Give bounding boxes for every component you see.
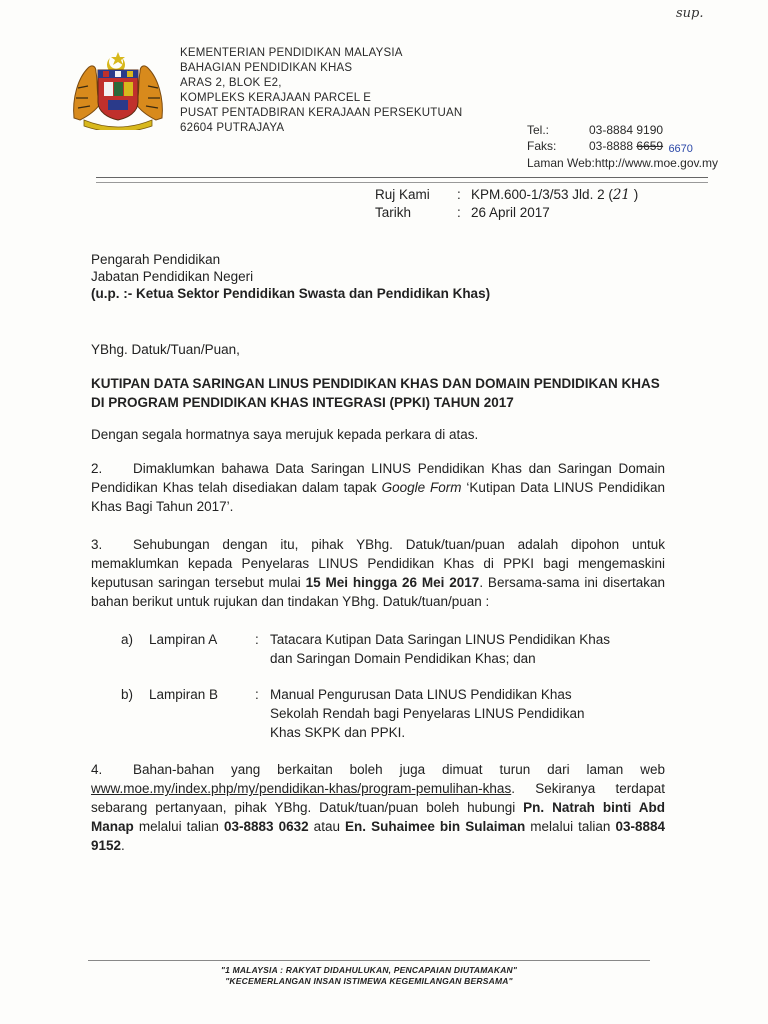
web-label: Laman Web [527,156,592,170]
reference-block [375,186,638,222]
date-range: 15 Mei hingga 26 Mei 2017 [305,575,480,590]
paragraph-text: atau [308,819,346,834]
recipient-attention: (u.p. :- Ketua Sektor Pendidikan Swasta dan Pendidikan Khas) [91,286,491,301]
paragraph-text: . [121,838,125,853]
fax-handwritten-number: 6670 [668,143,693,155]
letter-subject: KUTIPAN DATA SARINGAN LINUS PENDIDIKAN KHAS DAN DOMAIN PENDIDIKAN KHAS DI PROGRAM PENDIDIKAN KHAS INTEGRASI (PPKI) TAHUN 2017 [91,376,660,410]
coat-of-arms-icon [66,48,170,130]
paragraph-text: . Bersama-sama ini disertakan bahan berikut untuk rujukan dan tindakan YBhg. Datuk/tuan/puan : [91,575,665,609]
paragraph-4 [91,760,665,855]
attachment-colon: : [255,687,259,702]
attachment-tag: a) [121,632,134,647]
contact-phone-2: 03-8884 9152 [91,819,666,853]
date-row [375,204,638,222]
fax-value [589,138,693,155]
paragraph-3 [91,535,665,611]
paragraph-text: melalui talian [525,819,616,834]
address-line: KOMPLEKS KERAJAAN PARCEL E [180,92,372,104]
attachment-tag: b) [121,687,134,702]
contact-name-1: Pn. Natrah binti Abd Manap [91,800,665,834]
paragraph-text: . Sekiranya terdapat sebarang pertanyaan, pihak YBhg. Datuk/tuan/puan boleh hubungi [91,781,665,815]
attachment-label: Lampiran B [149,687,219,702]
footer-divider [88,960,650,961]
footer-slogans [88,965,650,987]
paragraph-2 [91,459,665,516]
recipient-line: Pengarah Pendidikan [91,252,221,267]
paragraph-1: Dengan segala hormatnya saya merujuk kepada perkara di atas. [91,427,479,442]
download-link[interactable]: www.moe.my/index.php/my/pendidikan-khas/program-pemulihan-khas [91,781,512,796]
paragraph-text: Sehubungan dengan itu, pihak YBhg. Datuk/tuan/puan adalah dipohon untuk memaklumkan kepada Penyelaras LINUS Pendidikan Khas di PPKI bagi mengemaskini keputusan saringan tersebut mulai [91,537,665,590]
contact-block [527,122,718,171]
address-line: KEMENTERIAN PENDIDIKAN MALAYSIA [180,47,403,59]
recipient-block [91,251,490,302]
ministry-address-block [180,46,462,136]
paragraph-number: 4. [91,762,103,777]
attachment-label: Lampiran A [149,632,218,647]
header-divider-thin [96,182,708,183]
google-form-text: Google Form [381,480,462,495]
contact-phone-1: 03-8883 0632 [223,819,309,834]
address-line: ARAS 2, BLOK E2, [180,77,282,89]
contact-name-2: En. Suhaimee bin Sulaiman [345,819,526,834]
address-line: BAHAGIAN PENDIDIKAN KHAS [180,62,353,74]
paragraph-text: melalui talian [133,819,224,834]
fax-prefix: 03-8888 [589,139,634,153]
fax-row [527,138,718,155]
address-line: PUSAT PENTADBIRAN KERAJAAN PERSEKUTUAN [180,107,463,119]
attachment-description: Tatacara Kutipan Data Saringan LINUS Pendidikan Khas dan Saringan Domain Pendidikan Khas; dan [270,632,610,666]
date-colon: : [457,205,461,220]
attachment-description: Manual Pengurusan Data LINUS Pendidikan Khas Sekolah Rendah bagi Penyelaras LINUS Pendidikan Khas SKPK dan PPKI. [270,687,585,740]
paragraph-text: Dimaklumkan bahawa Data Saringan LINUS Pendidikan Khas dan Saringan Domain Pendidikan Khas telah disediakan dalam tapak [91,461,665,495]
web-value[interactable]: :http://www.moe.gov.my [591,156,718,170]
footer-slogan: "KECEMERLANGAN INSAN ISTIMEWA KEGEMILANGAN BERSAMA" [225,976,513,986]
date-label: Tarikh [375,205,412,220]
footer-slogan: "1 MALAYSIA : RAKYAT DIDAHULUKAN, PENCAPAIAN DIUTAMAKAN" [220,965,518,975]
header-divider [96,177,708,178]
paragraph-text: ‘Kutipan Data LINUS Pendidikan Khas Bagi Tahun 2017’. [91,480,665,514]
recipient-line: Jabatan Pendidikan Negeri [91,269,254,284]
paragraph-text: Bahan-bahan yang berkaitan boleh juga dimuat turun dari laman web [133,762,665,777]
date-value: 26 April 2017 [471,205,550,220]
salutation: YBhg. Datuk/Tuan/Puan, [91,342,240,357]
address-line: 62604 PUTRAJAYA [180,122,285,134]
ref-label: Ruj Kami [375,187,430,202]
paragraph-number: 3. [91,537,103,552]
fax-label: Faks: [527,139,557,153]
ref-close: ) [633,187,639,202]
ref-value [471,186,638,204]
ref-row [375,186,638,204]
ref-colon: : [457,187,461,202]
handwritten-annotation: sup. [676,6,704,21]
web-row [527,155,718,171]
malaysia-coat-of-arms [66,48,170,130]
ref-handwritten: 21 [612,187,631,203]
fax-struck-number: 6659 [636,139,664,153]
ref-number: KPM.600-1/3/53 Jld. 2 ( [471,187,613,202]
tel-label: Tel.: [527,123,550,137]
attachment-colon: : [255,632,259,647]
paragraph-number: 2. [91,461,103,476]
tel-value: 03-8884 9190 [589,123,664,137]
tel-row [527,122,718,138]
